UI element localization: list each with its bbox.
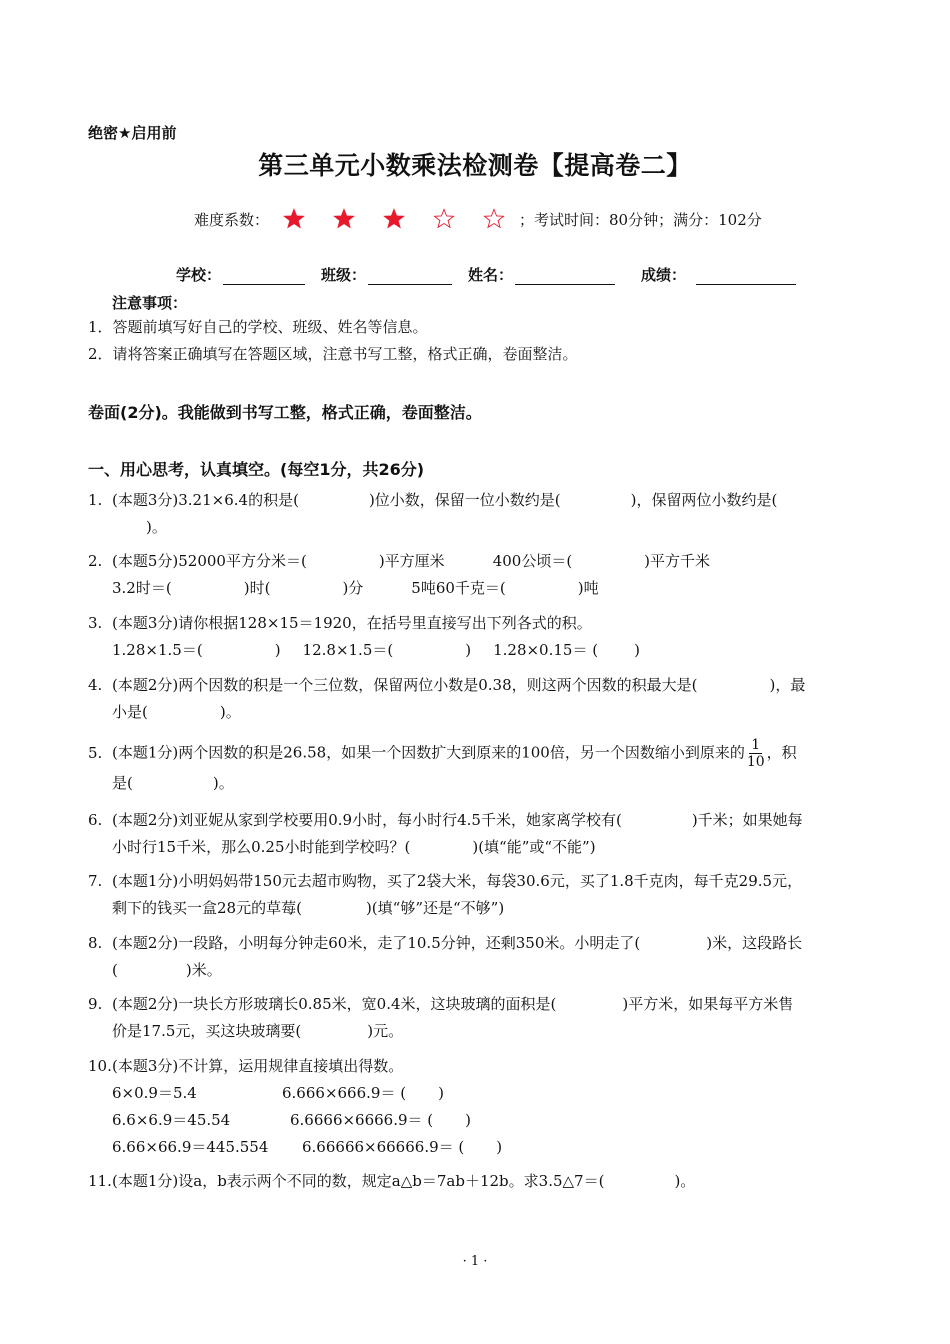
question-7 (88, 868, 802, 922)
question-text: 剩下的钱买一盒28元的草莓( (112, 899, 302, 917)
pattern-row (88, 1080, 502, 1107)
question-continuation (88, 699, 805, 726)
question-number: 4. (88, 676, 103, 694)
question-continuation (88, 957, 802, 984)
question-3 (88, 610, 640, 664)
question-text: ) (274, 641, 281, 659)
pattern-row (88, 1107, 502, 1134)
question-text: ) (438, 1084, 444, 1102)
name-label: 姓名： (468, 266, 514, 284)
question-text: (本题3分)不计算，运用规律直接填出得数。 (112, 1057, 404, 1075)
question-text: 价是17.5元，买这块玻璃要( (112, 1022, 302, 1040)
question-5 (88, 737, 797, 797)
question-number: 2. (88, 552, 103, 570)
pattern-given: 6.66×66.9＝445.554 (112, 1138, 269, 1156)
question-text: ，积 (766, 743, 797, 762)
question-text: )。 (212, 774, 234, 792)
question-text: ) (496, 1138, 503, 1156)
question-4 (88, 672, 805, 726)
question-text: (本题2分)刘亚妮从家到学校要用0.9小时，每小时行4.5千米，她家离学校有( (112, 811, 622, 829)
school-blank[interactable] (223, 268, 305, 285)
pattern-given: 6.6×6.9＝45.54 (112, 1111, 231, 1129)
school-label: 学校： (176, 266, 222, 284)
notice-item: 2．请将答案正确填写在答题区域，注意书写工整，格式正确，卷面整洁。 (88, 345, 578, 363)
question-text: )分 (342, 579, 364, 597)
question-text: 1.28×0.15＝ ( (493, 641, 599, 659)
fraction-numerator: 1 (751, 737, 761, 753)
time-score-info: ；考试时间：80分钟；满分：102分 (519, 210, 762, 229)
score-label: 成绩： (641, 266, 687, 284)
question-text: 12.8×1.5＝( (302, 641, 394, 659)
pattern-row (88, 1134, 502, 1161)
question-text: )位小数，保留一位小数约是( (368, 491, 561, 509)
question-continuation (88, 514, 777, 541)
question-text: (本题5分)52000平方分米＝( (112, 552, 307, 570)
pattern-question: 6.66666×66666.9＝ ( (302, 1138, 465, 1156)
question-text: )平方厘米 (378, 552, 445, 570)
question-number: 9. (88, 995, 103, 1013)
question-number: 10. (88, 1057, 112, 1075)
question-2 (88, 548, 710, 602)
page-number: · 1 · (462, 1254, 488, 1269)
difficulty-stars (283, 208, 505, 230)
difficulty-label: 难度系数： (194, 210, 270, 229)
difficulty-row (194, 208, 762, 230)
name-field[interactable] (468, 264, 615, 285)
pattern-given: 6×0.9＝5.4 (112, 1084, 197, 1102)
question-text: )时( (243, 579, 271, 597)
school-field[interactable] (176, 264, 305, 285)
class-label: 班级： (321, 266, 367, 284)
star-filled-icon (283, 208, 305, 230)
question-text: 5吨60千克＝( (411, 579, 506, 597)
question-text: )吨 (577, 579, 599, 597)
star-filled-icon (333, 208, 355, 230)
question-text: )元。 (367, 1022, 404, 1040)
question-text: )。 (674, 1172, 696, 1190)
question-text: (本题2分)一块长方形玻璃长0.85米，宽0.4米，这块玻璃的面积是( (112, 995, 557, 1013)
question-text: ) (465, 641, 472, 659)
question-text: )(填“能”或“不能”) (472, 838, 596, 856)
question-text: )米，这段路长 (706, 934, 803, 952)
part1-heading: 一、用心思考，认真填空。(每空1分，共26分) (88, 460, 425, 479)
question-text: (本题2分)两个因数的积是一个三位数，保留两位小数是0.38，则这两个因数的积最大是( (112, 676, 698, 694)
class-field[interactable] (321, 264, 452, 285)
question-text: )。 (146, 518, 167, 536)
star-empty-icon (433, 208, 455, 230)
question-text: 小是( (112, 703, 148, 721)
question-number: 6. (88, 811, 103, 829)
score-field[interactable] (641, 264, 796, 285)
question-8 (88, 930, 802, 984)
score-blank[interactable] (696, 268, 796, 285)
question-continuation (88, 575, 710, 602)
notice-title: 注意事项： (112, 294, 188, 312)
question-text: )，最 (769, 676, 806, 694)
confidential-label: 绝密★启用前 (88, 124, 177, 142)
question-text: )平方米，如果每平方米售 (622, 995, 794, 1013)
question-continuation (88, 1018, 793, 1045)
question-number: 11. (88, 1172, 112, 1190)
question-text: (本题1分)小明妈妈带150元去超市购物，买了2袋大米，每袋30.6元，买了1.8千克肉，每千克29.5元， (112, 872, 803, 890)
pattern-question: 6.666×666.9＝ ( (282, 1084, 407, 1102)
question-text: 小时行15千米，那么0.25小时能到学校吗？( (112, 838, 411, 856)
question-text: 是( (112, 774, 133, 792)
question-text: (本题2分)一段路，小明每分钟走60米，走了10.5分钟，还剩350米。小明走了( (112, 934, 641, 952)
star-filled-icon (383, 208, 405, 230)
name-blank[interactable] (515, 268, 615, 285)
question-number: 8. (88, 934, 103, 952)
page-title: 第三单元小数乘法检测卷【提高卷二】 (258, 151, 692, 180)
question-text: (本题1分)设a，b表示两个不同的数，规定a△b＝7ab＋12b。求3.5△7＝( (112, 1172, 605, 1190)
question-text: (本题1分)两个因数的积是26.58，如果一个因数扩大到原来的100倍，另一个因数缩小到原来的 (112, 743, 745, 762)
question-number: 1. (88, 491, 103, 509)
question-text: ( (112, 961, 118, 979)
fraction-denominator: 10 (746, 754, 765, 770)
star-empty-icon (483, 208, 505, 230)
question-text: (本题3分)3.21×6.4的积是( (112, 491, 299, 509)
question-number: 5. (88, 743, 103, 762)
question-6 (88, 807, 803, 861)
question-text: )平方千米 (644, 552, 711, 570)
question-text: ) (634, 641, 640, 659)
question-text: 1.28×1.5＝( (112, 641, 203, 659)
question-continuation (88, 770, 797, 797)
question-text: )。 (219, 703, 241, 721)
question-text: 400公顷＝( (492, 552, 573, 570)
question-continuation (88, 834, 803, 861)
question-continuation (88, 637, 640, 664)
question-text: ) (465, 1111, 472, 1129)
question-text: (本题3分)请你根据128×15＝1920，在括号里直接写出下列各式的积。 (112, 614, 592, 632)
class-blank[interactable] (368, 268, 452, 285)
question-continuation (88, 895, 802, 922)
question-number: 3. (88, 614, 103, 632)
notice-item: 1．答题前填写好自己的学校、班级、姓名等信息。 (88, 318, 428, 336)
question-1 (88, 487, 777, 541)
question-9 (88, 991, 793, 1045)
question-text: 3.2时＝( (112, 579, 172, 597)
question-11 (88, 1168, 695, 1195)
question-number: 7. (88, 872, 103, 890)
pattern-question: 6.6666×6666.9＝ ( (290, 1111, 434, 1129)
student-info-row (176, 264, 812, 285)
fraction (747, 737, 765, 770)
question-text: )，保留两位小数约是( (630, 491, 778, 509)
question-text: )千米；如果她每 (691, 811, 803, 829)
question-10 (88, 1053, 502, 1161)
neatness-section: 卷面(2分)。我能做到书写工整，格式正确，卷面整洁。 (88, 403, 482, 422)
question-text: )(填“够”还是“不够”) (365, 899, 505, 917)
question-text: )米。 (185, 961, 222, 979)
